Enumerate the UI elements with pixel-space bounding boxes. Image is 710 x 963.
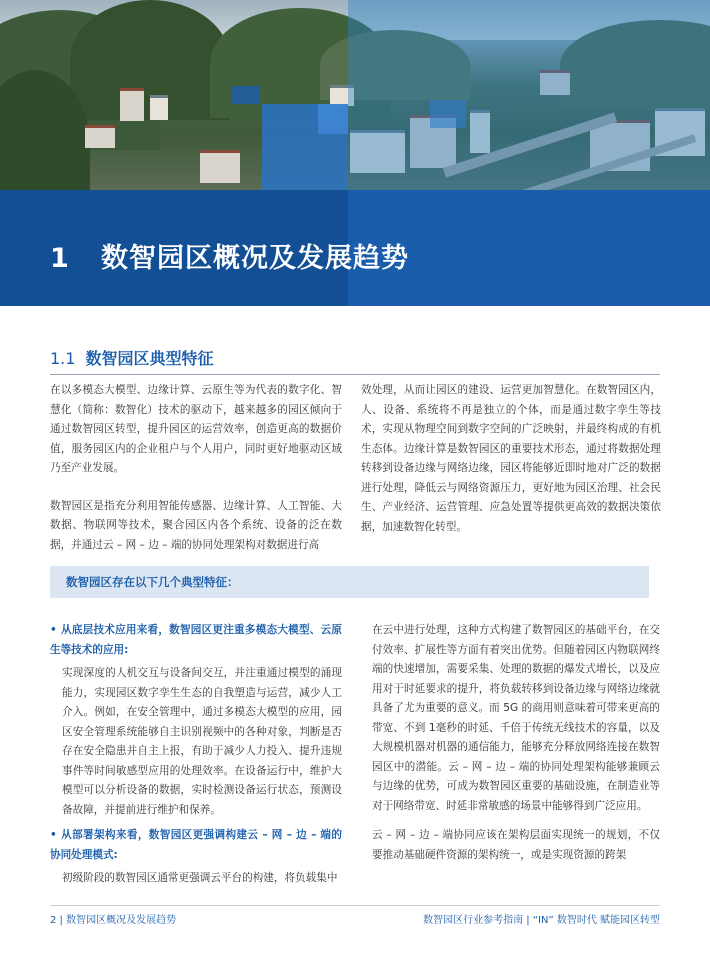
bullet-icon: • (50, 624, 57, 636)
footer-page-label: 2 | 数智园区概况及发展趋势 (50, 915, 177, 926)
paragraph: 云 – 网 – 边 – 端协同应该在架构层面实现统一的规划，不仅要推动基础硬件资源的架构统一，或是实现资源的跨架 (372, 829, 660, 861)
section-number: 1.1 (50, 349, 76, 368)
section-title (50, 346, 213, 369)
hero-photo (0, 0, 710, 190)
section-title-text: 数智园区典型特征 (85, 349, 214, 368)
bullet-heading: • 从底层技术应用来看，数智园区更注重多模态大模型、云原生等技术的应用: (50, 624, 342, 656)
paragraph: 效处理，从而让园区的建设、运营更加智慧化。在数智园区内，人、设备、系统将不再是独立的个体，而是通过数字孪生等技术，实现从物理空间到数字空间的广泛映射，并最终构成的有机生态体。边缘计算是数智园区的重要技术形态，通过将数据处理转移到设备边缘与网络边缘，园区将能够近即时地对广泛的数据进行处理，降低云与网络资源压力，更好地为园区治理、社会民生、产业经济、运营管理、应急处置等提供更高效的数据决策依据，加速数智化转型。 (361, 384, 661, 533)
features-column-left (50, 621, 342, 889)
footer-doc-title: 数智园区行业参考指南 | “IN” 数智时代 赋能园区转型 (423, 915, 660, 926)
features-column-right (372, 621, 660, 865)
intro-column-right (361, 381, 661, 537)
chapter-title-text: 数智园区概况及发展趋势 (101, 243, 409, 274)
intro-column-left (50, 381, 342, 555)
bullet-heading: • 从部署架构来看，数智园区更强调构建云 – 网 – 边 – 端的协同处理模式: (50, 829, 342, 861)
paragraph: 在以多模态大模型、边缘计算、云原生等为代表的数字化、智慧化（简称：数智化）技术的驱动下，越来越多的园区倾向于通过数智园区转型，提升园区的运营效率，创造更高的数据价值，服务园区内的企业租户与个人用户，同时更好地驱动区域乃至产业发展。 (50, 384, 342, 474)
bullet-body: 初级阶段的数智园区通常更强调云平台的构建，将负载集中 (62, 872, 338, 884)
chapter-title (50, 236, 409, 275)
paragraph: 在云中进行处理，这种方式构建了数智园区的基础平台，在交付效率、扩展性等方面有着突出优势。但随着园区内物联网终端的快速增加，需要采集、处理的数据的爆发式增长，以及应用对于时延要求的提升，将负载转移到设备边缘与网络边缘就具备了尤为重要的意义。而 5G 的商用则意味着可带来更高的带宽、不到 1毫秒的时延、千倍于传统无线技术的容量，以及大规模机器对机器的通信能力，能够充分释放网络连接在数智园区中的潜能。云 – 网 – 边 – 端的协同处理架构能够兼顾云与边缘的优势，可成为数智园区重要的基础设施，在制造业等对于网络带宽、时延非常敏感的场景中能够得到广泛应用。 (372, 624, 660, 812)
highlight-title: 数智园区存在以下几个典型特征： (66, 575, 239, 589)
section-divider (50, 374, 660, 375)
footer-divider (50, 905, 660, 906)
chapter-number: 1 (50, 243, 70, 274)
bullet-body: 实现深度的人机交互与设备间交互，并注重通过模型的涌现能力，实现园区数字孪生生态的自我塑造与运营，减少人工介入。例如，在安全管理中，通过多模态大模型的应用，园区安全管理系统能够自主识别视频中的各种对象，判断是否存在安全隐患并自主上报，有助于减少人力投入、提升违规事件等时间敏感型应用的处理效率。在设备运行中，维护大模型可以分析设备的数据，实时检测设备运行状态，预测设备故障，并提前进行维护和保养。 (62, 667, 342, 816)
bullet-icon: • (50, 829, 57, 841)
paragraph: 数智园区是指充分利用智能传感器、边缘计算、人工智能、大数据、物联网等技术，聚合园区内各个系统、设备的泛在数据，并通过云 – 网 – 边 – 端的协同处理架构对数据进行高 (50, 499, 342, 551)
